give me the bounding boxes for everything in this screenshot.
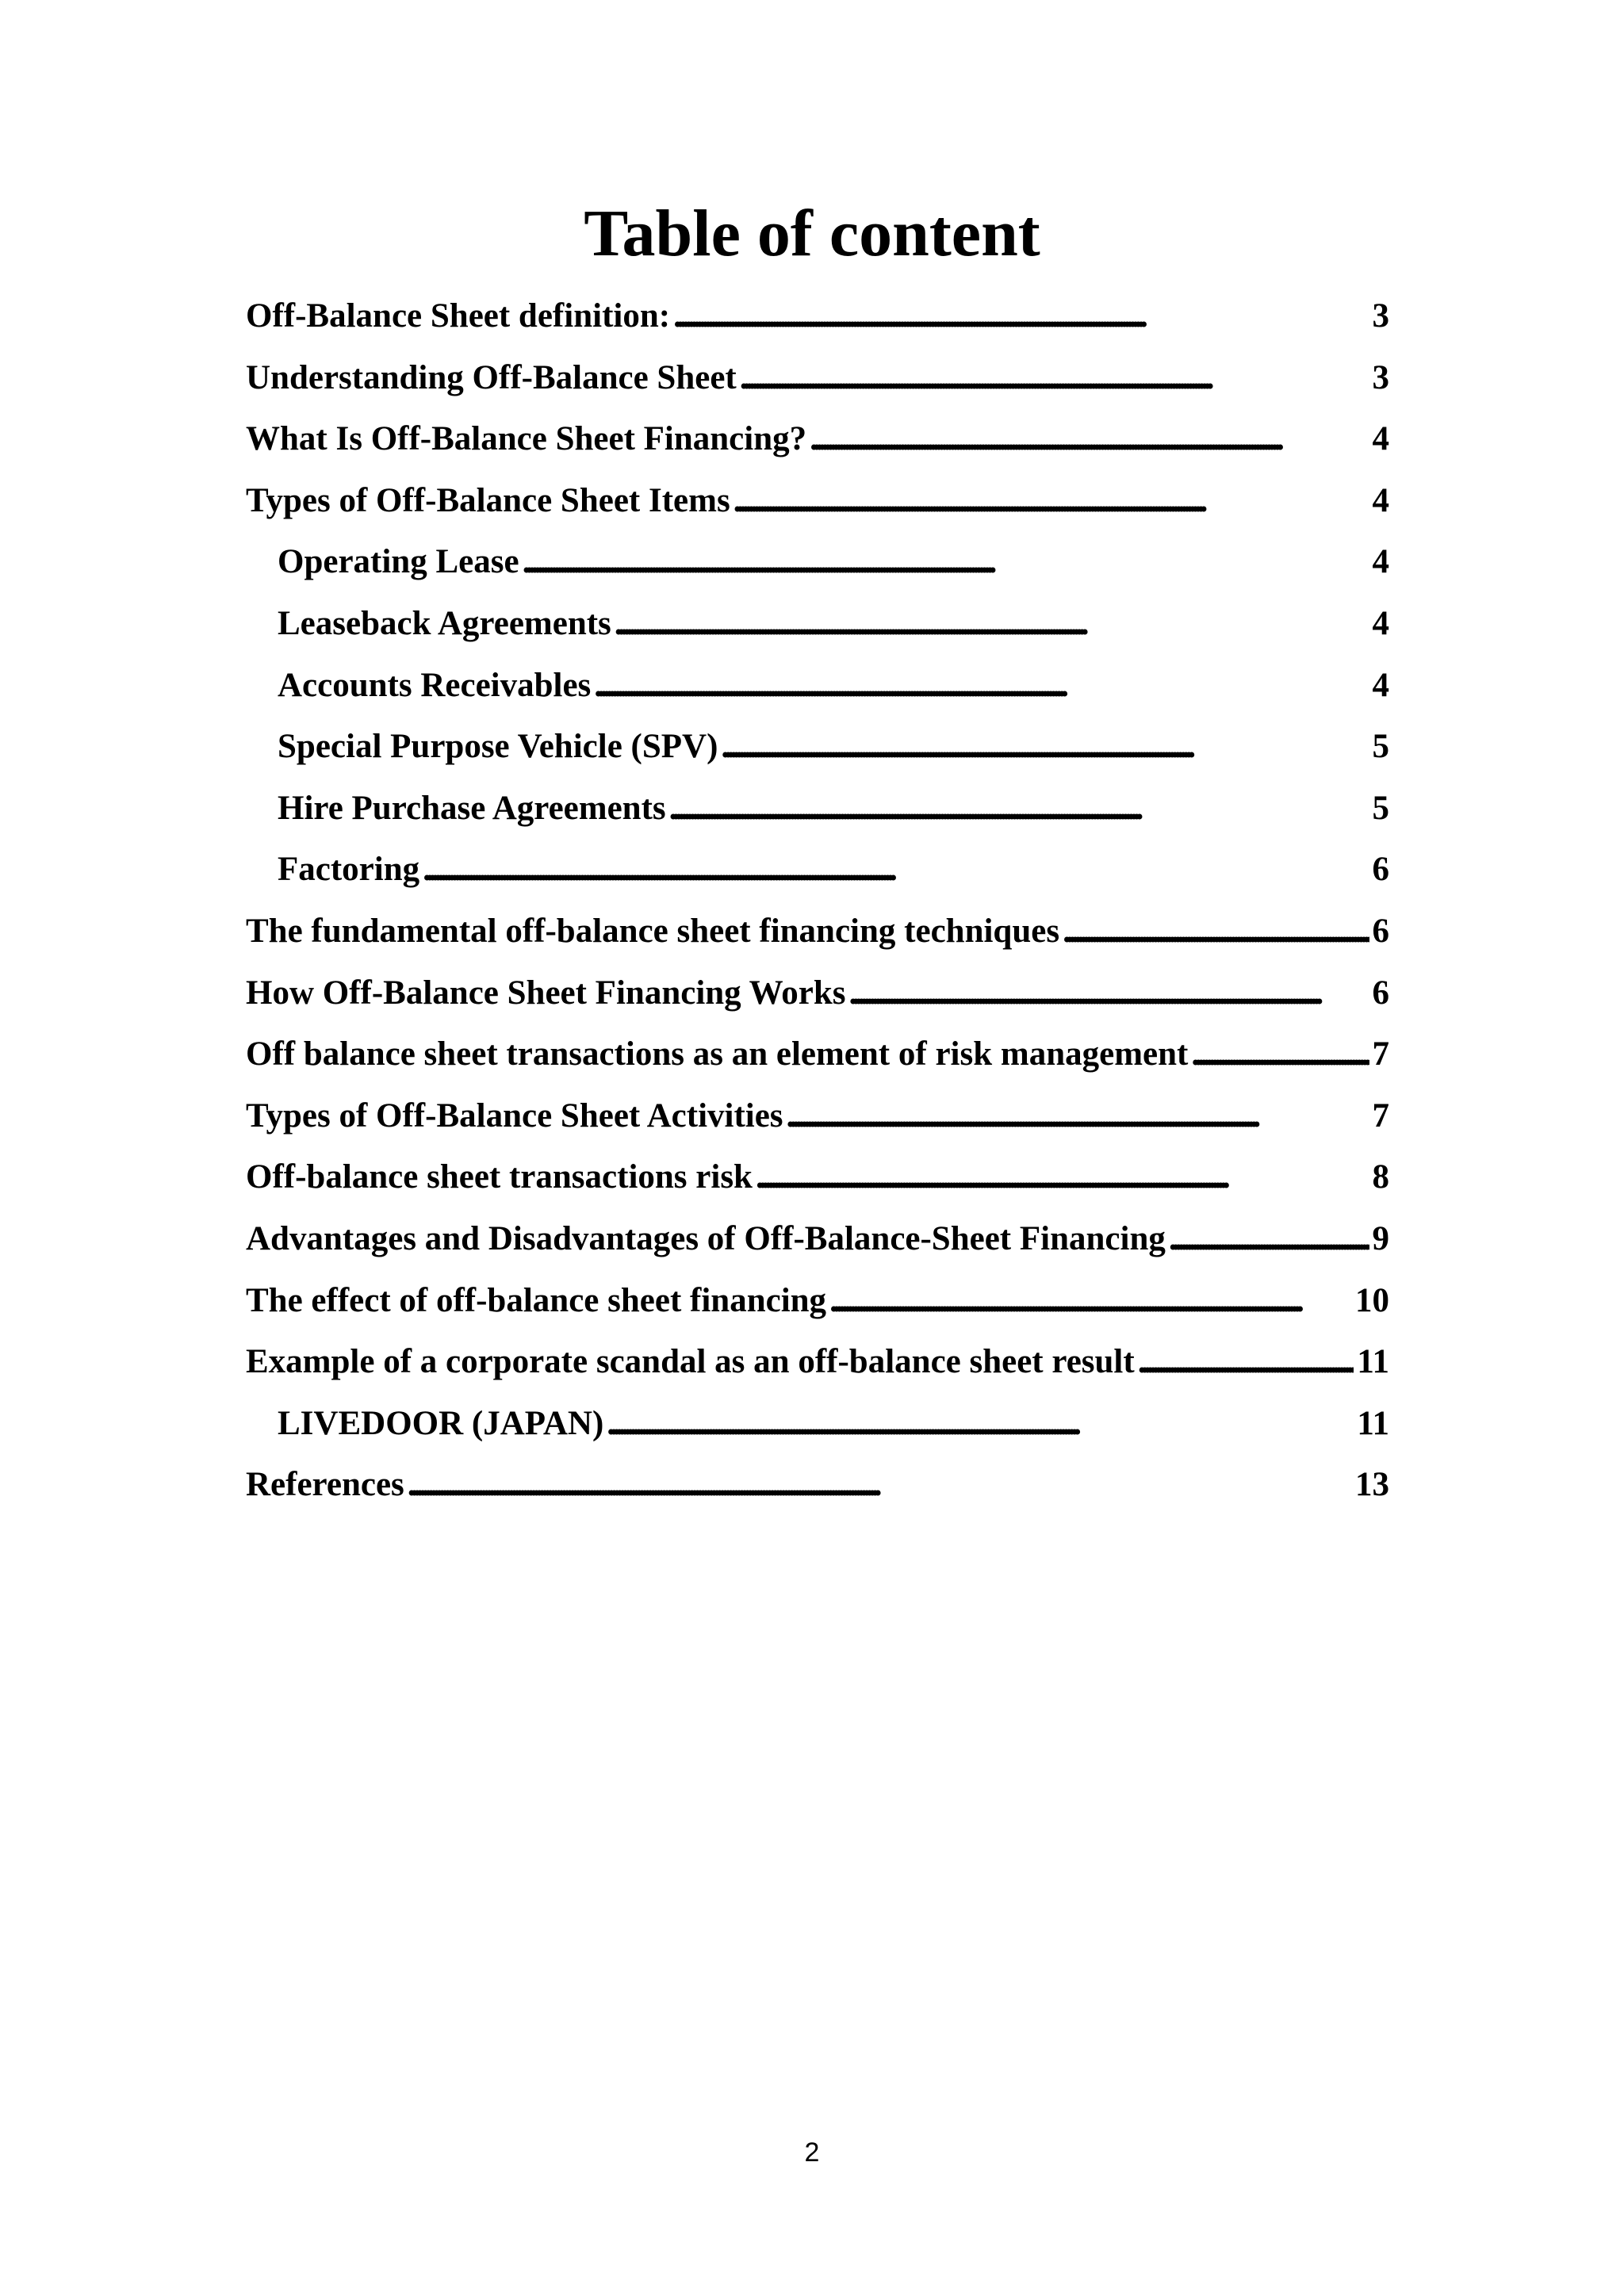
toc-page-number: 5 <box>1372 728 1389 766</box>
toc-entry-text: Special Purpose Vehicle (SPV) <box>278 728 718 766</box>
toc-page-number: 11 <box>1357 1404 1389 1442</box>
toc-entry-text: Understanding Off-Balance Sheet <box>246 358 737 396</box>
toc-dot-leader <box>756 1146 1369 1208</box>
page-number: 2 <box>804 2137 820 2168</box>
toc-entry-text: How Off-Balance Sheet Financing Works <box>246 974 846 1012</box>
toc-entry[interactable] <box>246 655 1389 717</box>
toc-dot-leader <box>607 1393 1354 1455</box>
table-of-contents <box>246 285 1389 1516</box>
toc-dot-leader <box>1138 1331 1354 1393</box>
toc-entry[interactable] <box>246 285 1389 347</box>
toc-page-number: 3 <box>1372 297 1389 335</box>
toc-entry-text: The effect of off-balance sheet financing <box>246 1281 827 1319</box>
toc-page-number: 9 <box>1372 1219 1389 1257</box>
toc-page-number: 4 <box>1372 604 1389 642</box>
toc-entry[interactable] <box>246 1208 1389 1270</box>
toc-dot-leader <box>1169 1208 1369 1270</box>
toc-page-number: 4 <box>1372 420 1389 458</box>
toc-entry[interactable] <box>246 470 1389 532</box>
toc-entry-text: Types of Off-Balance Sheet Items <box>246 481 730 519</box>
toc-page-number: 4 <box>1372 481 1389 519</box>
toc-entry-text: Off-balance sheet transactions risk <box>246 1158 753 1196</box>
toc-dot-leader <box>523 531 1369 593</box>
toc-entry[interactable] <box>246 1331 1389 1393</box>
toc-dot-leader <box>673 285 1369 347</box>
toc-dot-leader <box>721 716 1369 778</box>
toc-page-number: 13 <box>1355 1466 1389 1504</box>
toc-entry[interactable] <box>246 1270 1389 1332</box>
toc-entry[interactable] <box>246 1085 1389 1147</box>
toc-page-number: 11 <box>1357 1343 1389 1381</box>
toc-dot-leader <box>810 408 1369 470</box>
toc-dot-leader <box>1063 901 1369 962</box>
toc-page-number: 6 <box>1372 912 1389 950</box>
toc-entry-text: Hire Purchase Agreements <box>278 789 666 827</box>
toc-dot-leader <box>829 1270 1352 1332</box>
toc-dot-leader <box>423 839 1369 901</box>
toc-entry[interactable] <box>246 901 1389 962</box>
toc-entry[interactable] <box>246 716 1389 778</box>
toc-entry[interactable] <box>246 839 1389 901</box>
toc-entry[interactable] <box>246 962 1389 1024</box>
toc-entry-text: Advantages and Disadvantages of Off-Balance-Sheet Financing <box>246 1219 1166 1257</box>
toc-entry[interactable] <box>246 593 1389 655</box>
toc-dot-leader <box>787 1085 1369 1147</box>
toc-dot-leader <box>669 778 1369 840</box>
toc-page-number: 5 <box>1372 789 1389 827</box>
toc-page-number: 6 <box>1372 851 1389 889</box>
toc-entry-text: Off-Balance Sheet definition: <box>246 297 671 335</box>
toc-page-number: 3 <box>1372 358 1389 396</box>
toc-page-number: 4 <box>1372 543 1389 581</box>
toc-entry[interactable] <box>246 1454 1389 1516</box>
toc-page-number: 10 <box>1355 1281 1389 1319</box>
toc-entry-text: References <box>246 1466 404 1504</box>
toc-entry[interactable] <box>246 1146 1389 1208</box>
toc-page-number: 8 <box>1372 1158 1389 1196</box>
toc-entry-text: LIVEDOOR (JAPAN) <box>278 1404 604 1442</box>
toc-entry[interactable] <box>246 347 1389 409</box>
toc-page-number: 7 <box>1372 1096 1389 1135</box>
toc-entry-text: Operating Lease <box>278 543 519 581</box>
toc-entry-text: Accounts Receivables <box>278 666 592 704</box>
toc-dot-leader <box>740 347 1369 409</box>
toc-entry-text: Types of Off-Balance Sheet Activities <box>246 1096 783 1135</box>
toc-dot-leader <box>733 470 1369 532</box>
toc-entry-text: Off balance sheet transactions as an element of risk management <box>246 1035 1189 1073</box>
toc-dot-leader <box>615 593 1369 655</box>
toc-entry[interactable] <box>246 1024 1389 1085</box>
toc-page-number: 4 <box>1372 666 1389 704</box>
toc-entry-text: What Is Off-Balance Sheet Financing? <box>246 420 807 458</box>
toc-dot-leader <box>1191 1024 1369 1085</box>
toc-page-number: 6 <box>1372 974 1389 1012</box>
toc-entry[interactable] <box>246 778 1389 840</box>
toc-dot-leader <box>594 655 1369 717</box>
toc-entry-text: Factoring <box>278 851 420 889</box>
toc-entry-text: Example of a corporate scandal as an off-balance sheet result <box>246 1343 1135 1381</box>
toc-entry-text: The fundamental off-balance sheet financing techniques <box>246 912 1060 950</box>
toc-entry[interactable] <box>246 531 1389 593</box>
toc-entry-text: Leaseback Agreements <box>278 604 611 642</box>
toc-page-number: 7 <box>1372 1035 1389 1073</box>
page-title: Table of content <box>584 197 1040 270</box>
toc-dot-leader <box>408 1454 1352 1516</box>
toc-entry[interactable] <box>246 1393 1389 1455</box>
toc-entry[interactable] <box>246 408 1389 470</box>
toc-dot-leader <box>849 962 1369 1024</box>
